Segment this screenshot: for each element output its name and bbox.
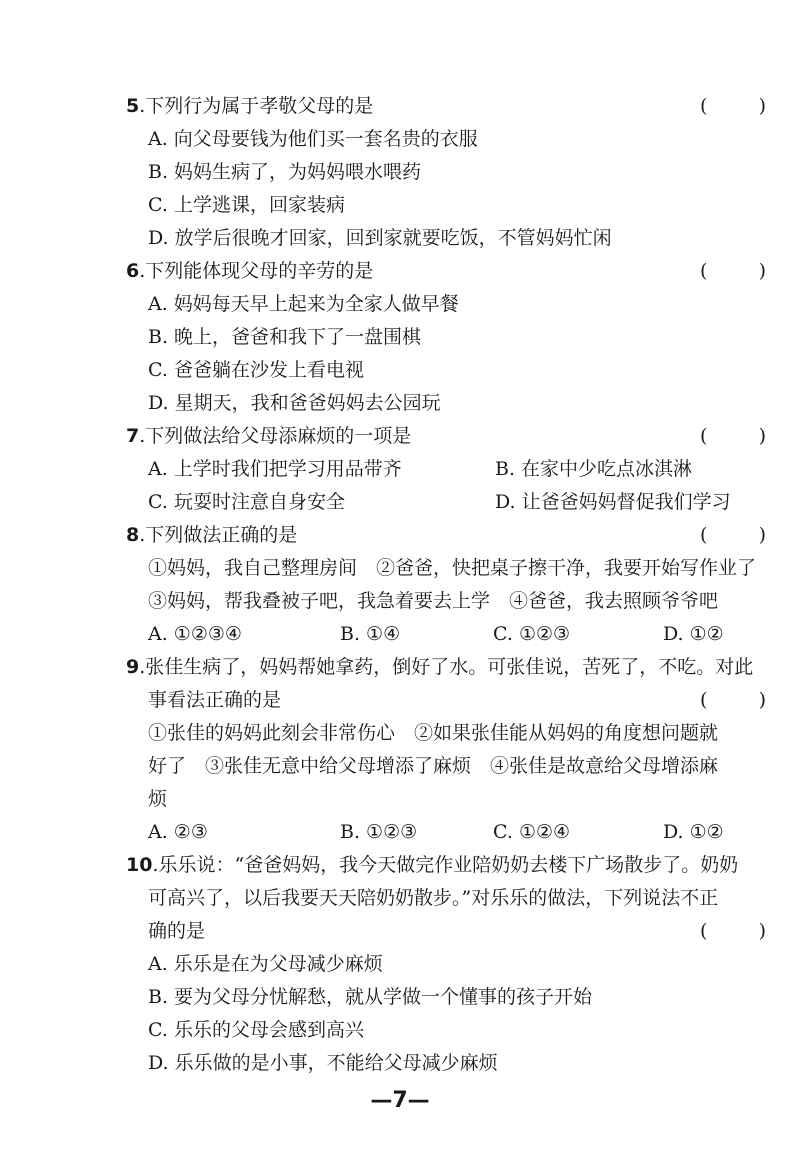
question-10-stem [126, 853, 766, 877]
option-d: D. 星期天，我和爸爸妈妈去公园玩 [148, 392, 441, 414]
answer-blank: ( ) [700, 524, 766, 546]
question-text-continued: 可高兴了，以后我要天天陪奶奶散步。”对乐乐的做法，下列说法不正 [148, 887, 719, 909]
question-text: .下列做法正确的是 [139, 524, 298, 546]
option-a: A. 妈妈每天早上起来为全家人做早餐 [148, 293, 459, 315]
answer-blank: ( ) [700, 425, 766, 447]
option-a: A. ①②③④ [148, 623, 242, 645]
question-text-continued: 事看法正确的是 [148, 689, 282, 711]
option-d: D. ①② [663, 821, 724, 843]
option-c: C. 爸爸躺在沙发上看电视 [148, 359, 364, 381]
option-d: D. 让爸爸妈妈督促我们学习 [495, 491, 731, 513]
option-a: A. 乐乐是在为父母减少麻烦 [148, 953, 383, 975]
question-6-stem [126, 259, 766, 283]
option-a: A. ②③ [148, 821, 208, 843]
question-text-continued: 确的是 [148, 920, 206, 942]
statement-line: 好了 ③张佳无意中给父母增添了麻烦 ④张佳是故意给父母增添麻 [148, 755, 719, 777]
question-text: .乐乐说：“爸爸妈妈，我今天做完作业陪奶奶去楼下广场散步了。奶奶 [152, 854, 739, 876]
option-a: A. 上学时我们把学习用品带齐 [148, 458, 402, 480]
question-9-stem [126, 655, 766, 679]
question-text: .下列能体现父母的辛劳的是 [139, 260, 374, 282]
statement-line: ③妈妈，帮我叠被子吧，我急着要去上学 ④爸爸，我去照顾爷爷吧 [148, 590, 719, 612]
question-text: .下列行为属于孝敬父母的是 [139, 95, 374, 117]
question-number: 5 [126, 95, 140, 117]
option-b: B. 晚上，爸爸和我下了一盘围棋 [148, 326, 422, 348]
option-b: B. ①④ [340, 623, 401, 645]
option-a: A. 向父母要钱为他们买一套名贵的衣服 [148, 128, 478, 150]
option-c: C. 玩耍时注意自身安全 [148, 491, 345, 513]
question-text: .下列做法给父母添麻烦的一项是 [139, 425, 412, 447]
question-7-stem [126, 424, 766, 448]
option-b: B. 在家中少吃点冰淇淋 [495, 458, 693, 480]
answer-blank: ( ) [700, 920, 766, 942]
question-text: .张佳生病了，妈妈帮她拿药，倒好了水。可张佳说，苦死了，不吃。对此 [139, 656, 754, 678]
question-5-stem [126, 94, 766, 118]
option-d: D. 放学后很晚才回家，回到家就要吃饭，不管妈妈忙闲 [148, 227, 612, 249]
question-number: 9 [126, 656, 140, 678]
option-b: B. ①②③ [340, 821, 418, 843]
statement-line: ①张佳的妈妈此刻会非常伤心 ②如果张佳能从妈妈的角度想问题就 [148, 722, 719, 744]
statement-line: 烦 [148, 788, 168, 810]
statement-line: ①妈妈，我自己整理房间 ②爸爸，快把桌子擦干净，我要开始写作业了 [148, 557, 757, 579]
option-d: D. ①② [663, 623, 724, 645]
question-8-stem [126, 523, 766, 547]
question-number: 8 [126, 524, 140, 546]
option-b: B. 要为父母分忧解愁，就从学做一个懂事的孩子开始 [148, 986, 593, 1008]
option-c: C. 乐乐的父母会感到高兴 [148, 1019, 364, 1041]
page-number: —7— [370, 1088, 430, 1113]
answer-blank: ( ) [700, 260, 766, 282]
option-b: B. 妈妈生病了，为妈妈喂水喂药 [148, 161, 422, 183]
question-number: 6 [126, 260, 140, 282]
answer-blank: ( ) [700, 689, 766, 711]
option-d: D. 乐乐做的是小事，不能给父母减少麻烦 [148, 1052, 498, 1074]
answer-blank: ( ) [700, 95, 766, 117]
option-c: C. 上学逃课，回家装病 [148, 194, 345, 216]
question-number: 7 [126, 425, 140, 447]
option-c: C. ①②④ [493, 821, 571, 843]
question-number: 10 [126, 854, 153, 876]
option-c: C. ①②③ [493, 623, 571, 645]
